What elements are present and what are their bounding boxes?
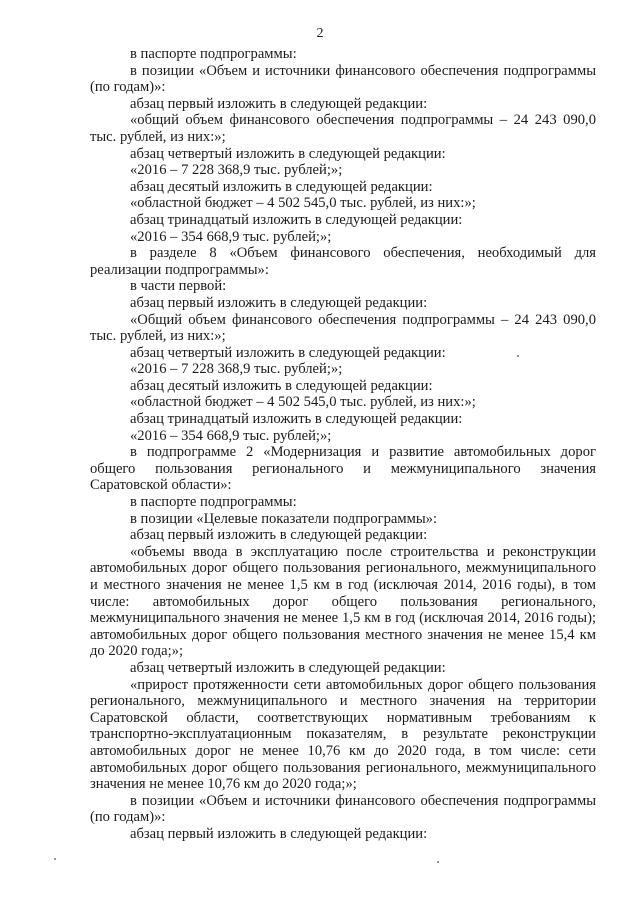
paragraph: в паспорте подпрограммы: xyxy=(130,494,297,511)
paragraph: абзац первый изложить в следующей редакции: xyxy=(130,294,428,311)
paragraph: абзац четвертый изложить в следующей редакции: xyxy=(130,659,446,676)
scan-speck xyxy=(517,355,519,357)
paragraph: абзац десятый изложить в следующей редакции: xyxy=(130,178,433,195)
paragraph: «объемы ввода в эксплуатацию после строительства и реконструкции автомобильных дорог общего пользования регионального, межмуниципального и местного значения не менее 1,5 км в год (исключая 2014, 2016 годы), в том числе: автомобильных дорог общего пользования регионального, межмуниципального значения не менее 1,5 км в год (исключая 2014, 2016 годы); автомобильных дорог общего пользования местного значения не менее 15,4 км до 2020 года;»; xyxy=(90,543,596,660)
scan-speck xyxy=(54,858,56,860)
paragraph: абзац первый изложить в следующей редакции: xyxy=(130,527,428,544)
paragraph: абзац тринадцатый изложить в следующей редакции: xyxy=(130,411,463,428)
paragraph: в паспорте подпрограммы: xyxy=(130,46,297,62)
paragraph: в позиции «Объем и источники финансового обеспечения подпрограммы (по годам)»: xyxy=(90,792,596,826)
paragraph: в части первой: xyxy=(130,278,227,295)
paragraph: «2016 – 7 228 368,9 тыс. рублей;»; xyxy=(130,162,343,179)
paragraph: абзац четвертый изложить в следующей редакции: xyxy=(130,344,446,361)
paragraph: абзац первый изложить в следующей редакции: xyxy=(130,95,428,112)
paragraph: «областной бюджет – 4 502 545,0 тыс. рублей, из них:»; xyxy=(130,394,476,411)
paragraph: в разделе 8 «Объем финансового обеспечения, необходимый для реализации подпрограммы»: xyxy=(90,245,596,278)
paragraph: абзац четвертый изложить в следующей редакции: xyxy=(130,145,446,162)
document-body xyxy=(90,46,596,843)
paragraph: абзац тринадцатый изложить в следующей редакции: xyxy=(130,211,463,228)
paragraph: «Общий объем финансового обеспечения подпрограммы – 24 243 090,0 тыс. рублей, из них:»; xyxy=(90,311,596,345)
paragraph: в подпрограмме 2 «Модернизация и развитие автомобильных дорог общего пользования регионального и межмуниципального значения Саратовской области»: xyxy=(90,444,596,494)
paragraph: в позиции «Объем и источники финансового обеспечения подпрограммы (по годам)»: xyxy=(90,62,596,96)
paragraph: «прирост протяженности сети автомобильных дорог общего пользования регионального, межмуниципального и местного значения на территории Саратовской области, соответствующих нормативным требованиям к транспортно-эксплуатационным показателям, в результате реконструкции автомобильных дорог не менее 10,76 км до 2020 года, в том числе: сети автомобильных дорог общего пользования регионального, межмуниципального значения не менее 10,76 км до 2020 года;»; xyxy=(90,676,596,793)
paragraph: «2016 – 354 668,9 тыс. рублей;»; xyxy=(130,427,332,444)
paragraph: абзац первый изложить в следующей редакции: xyxy=(130,825,428,842)
page-number: 2 xyxy=(316,26,324,41)
paragraph: «общий объем финансового обеспечения подпрограммы – 24 243 090,0 тыс. рублей, из них:»; xyxy=(90,112,596,145)
paragraph: «2016 – 7 228 368,9 тыс. рублей;»; xyxy=(130,361,343,378)
scan-speck xyxy=(437,861,439,863)
paragraph: «областной бюджет – 4 502 545,0 тыс. рублей, из них:»; xyxy=(130,195,476,212)
paragraph: «2016 – 354 668,9 тыс. рублей;»; xyxy=(130,228,332,245)
paragraph: абзац десятый изложить в следующей редакции: xyxy=(130,377,433,394)
paragraph: в позиции «Целевые показатели подпрограммы»: xyxy=(130,510,438,527)
